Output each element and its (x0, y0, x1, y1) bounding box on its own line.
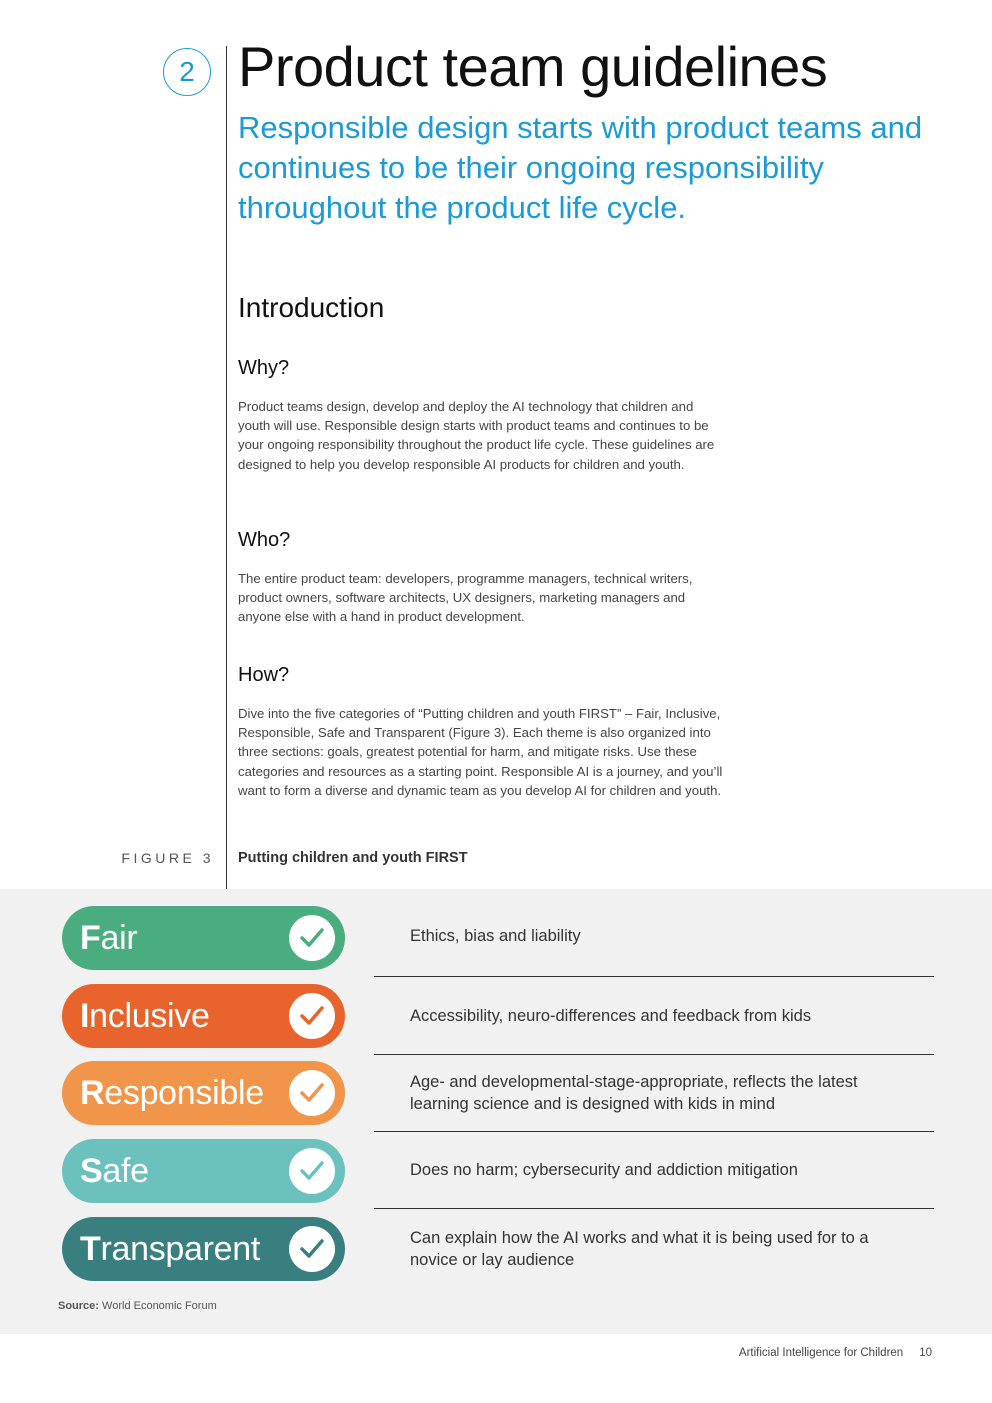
pill-safe (62, 1139, 345, 1203)
how-body: Dive into the five categories of “Putting children and youth FIRST” – Fair, Inclusive, Responsible, Safe and Transparent (Figure 3). Each theme is also organized into three sections: goals, greatest potential for harm, and mitigate risks. Use these categories and resources as a starting point. Responsible AI is a journey, and you’ll want to form a diverse and dynamic team as you develop AI for children and youth. (238, 706, 723, 798)
why-heading: Why? (238, 357, 290, 379)
intro-heading: Introduction (238, 292, 385, 323)
pill-inclusive-label: Inclusive (80, 996, 210, 1035)
pill-transparent (62, 1217, 345, 1281)
footer-publication: Artificial Intelligence for Children (738, 1347, 904, 1359)
fair-description: Ethics, bias and liability (410, 927, 581, 945)
row-divider (374, 976, 934, 977)
check-icon (289, 1226, 335, 1272)
pill-safe-label: Safe (80, 1151, 149, 1190)
pill-responsible (62, 1061, 345, 1125)
check-icon (289, 1070, 335, 1116)
transparent-description: Can explain how the AI works and what it is being used for to a novice or lay audience (410, 1229, 869, 1269)
figure-label: FIGURE 3 (121, 850, 214, 866)
how-heading: How? (238, 664, 290, 686)
pill-fair-label: Fair (80, 918, 138, 957)
row-divider (374, 1054, 934, 1055)
page-footer (739, 1347, 932, 1359)
pill-inclusive (62, 984, 345, 1048)
pill-responsible-label: Responsible (80, 1073, 264, 1112)
pill-transparent-label: Transparent (80, 1229, 261, 1268)
row-divider (374, 1208, 934, 1209)
chapter-number-badge: 2 (163, 48, 211, 96)
vertical-divider (226, 46, 227, 889)
page-subtitle: Responsible design starts with product teams and continues to be their ongoing responsibility throughout the product life cycle. (238, 110, 923, 225)
why-body: Product teams design, develop and deploy the AI technology that children and youth will use. Responsible design starts with product teams and continues to be your ongoing responsibility throughout the product life cycle. These guidelines are designed to help you develop responsible AI products for children and youth. (238, 399, 715, 472)
check-icon (289, 1148, 335, 1194)
safe-description: Does no harm; cybersecurity and addiction mitigation (410, 1161, 798, 1179)
responsible-description: Age- and developmental-stage-appropriate, reflects the latest learning science and is designed with kids in mind (410, 1073, 858, 1113)
figure-source: Source: World Economic Forum (58, 1300, 217, 1312)
pill-fair (62, 906, 345, 970)
check-icon (289, 993, 335, 1039)
figure-title: Putting children and youth FIRST (238, 850, 468, 866)
page-title: Product team guidelines (238, 35, 828, 98)
row-divider (374, 1131, 934, 1132)
check-icon (289, 915, 335, 961)
inclusive-description: Accessibility, neuro-differences and feedback from kids (410, 1007, 812, 1025)
who-heading: Who? (238, 529, 291, 551)
page-number: 10 (919, 1347, 932, 1359)
who-body: The entire product team: developers, programme managers, technical writers, product owners, software architects, UX designers, marketing managers and anyone else with a hand in product development. (238, 571, 693, 625)
